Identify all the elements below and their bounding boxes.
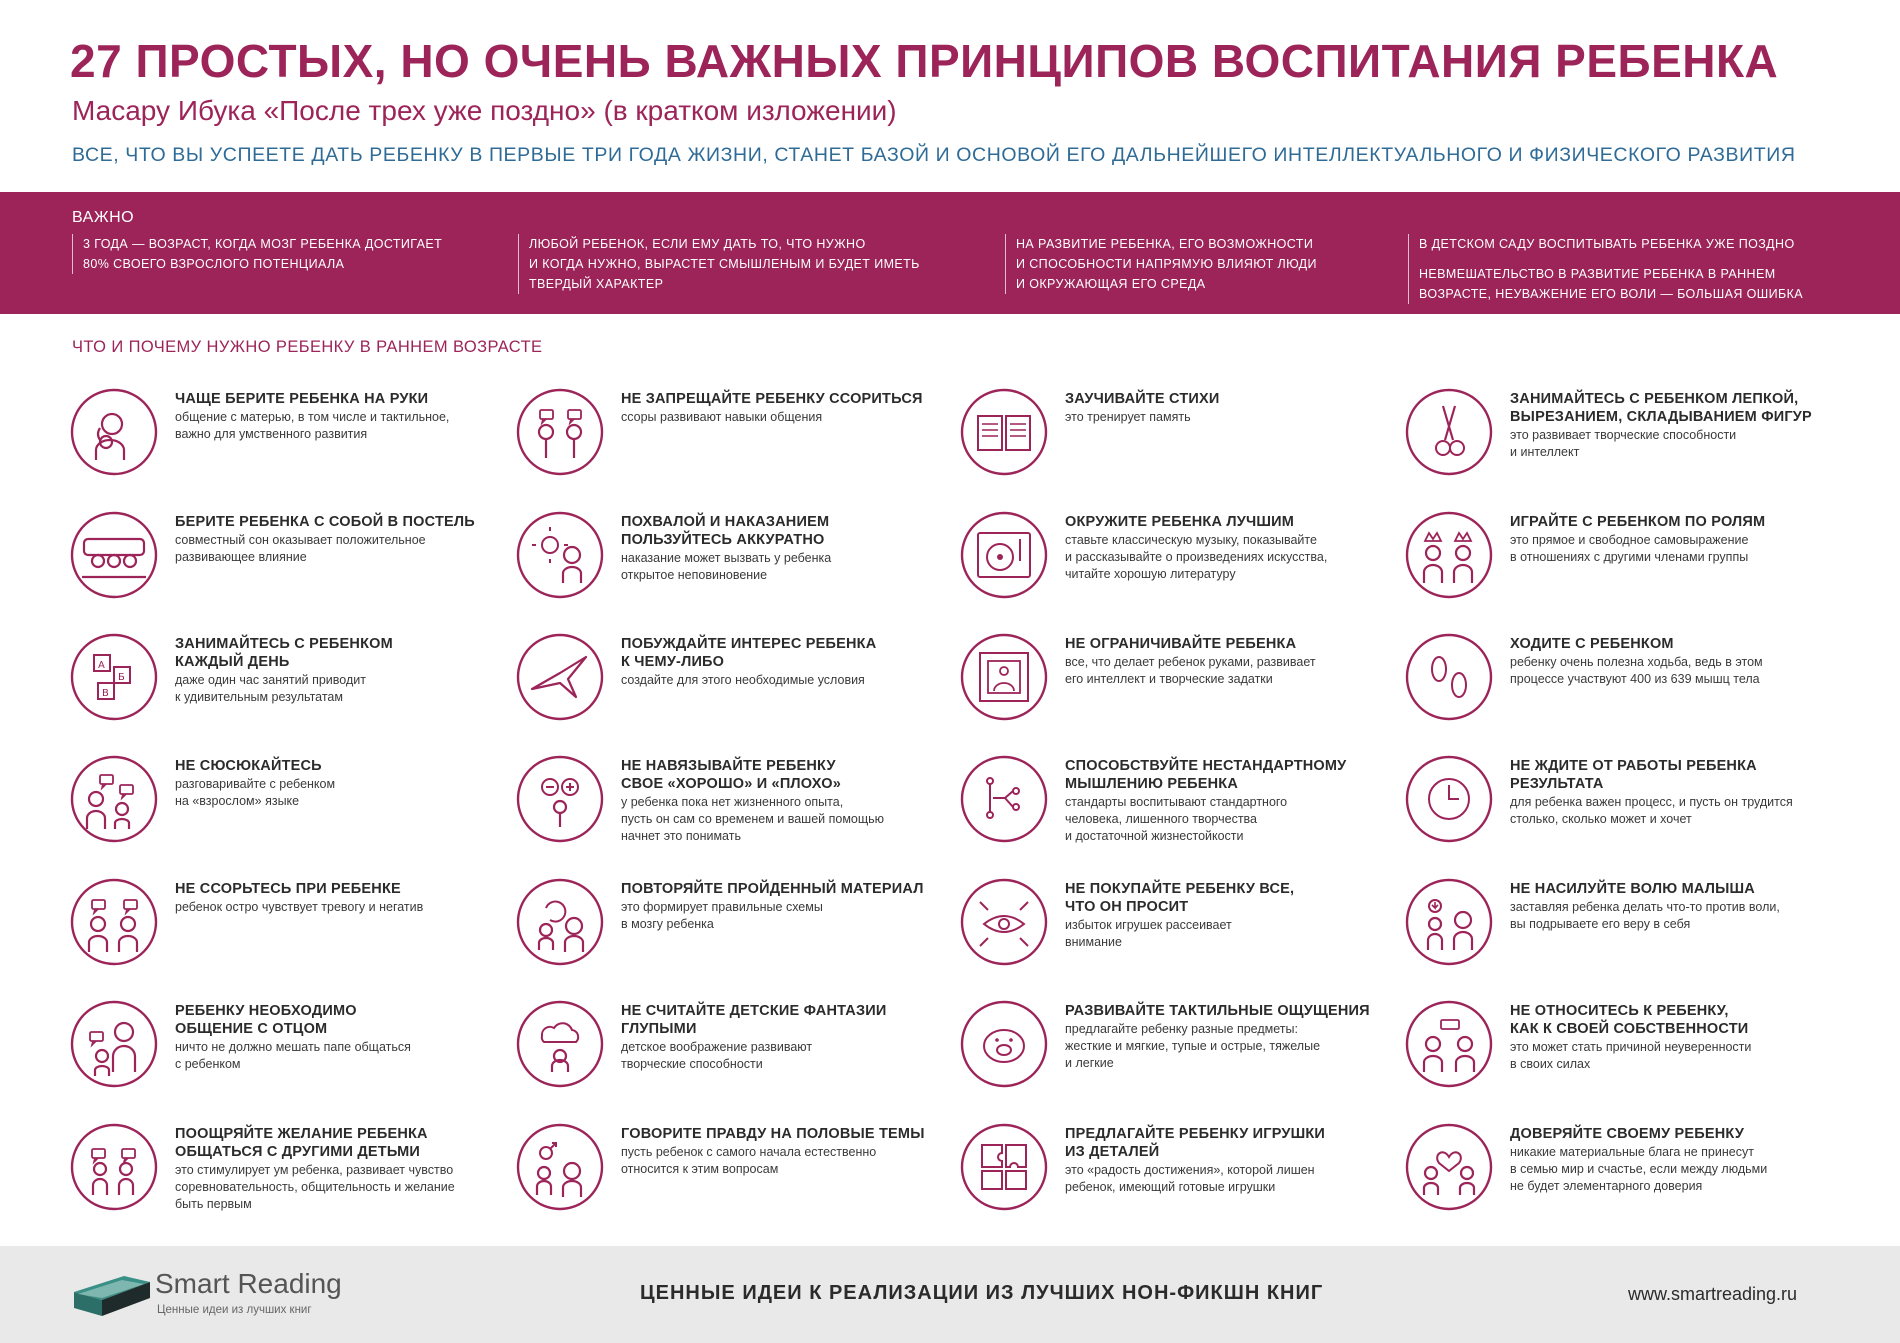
principle-heading: ИГРАЙТЕ С РЕБЕНКОМ ПО РОЛЯМ [1510, 514, 1766, 530]
fantasy-cloud-icon [516, 1000, 604, 1088]
principle-description: никакие материальные блага не принесут [1510, 1145, 1754, 1159]
eye-focus-icon [960, 878, 1048, 966]
principle-description: открытое неповиновение [621, 568, 768, 582]
principle-heading: ПОЛЬЗУЙТЕСЬ АККУРАТНО [621, 532, 825, 548]
important-line: ЛЮБОЙ РЕБЕНОК, ЕСЛИ ЕМУ ДАТЬ ТО, ЧТО НУЖНО [529, 237, 866, 251]
principle-text [1065, 513, 1385, 582]
principle-item [960, 1000, 1370, 1110]
principle-heading: К ЧЕМУ-ЛИБО [621, 654, 725, 670]
principle-text [1065, 390, 1385, 425]
principle-heading: ОБЩЕНИЕ С ОТЦОМ [175, 1021, 328, 1037]
principle-description: ничто не должно мешать папе общаться [175, 1040, 411, 1054]
principle-description: создайте для этого необходимые условия [621, 673, 865, 687]
principle-item [1405, 755, 1815, 865]
principle-item [70, 1123, 480, 1233]
respect-icon [1405, 1000, 1493, 1088]
principle-description: ссоры развивают навыки общения [621, 410, 823, 424]
record-player-icon [960, 511, 1048, 599]
principle-description: человека, лишенного творчества [1065, 812, 1257, 826]
principle-description: детское воображение развивают [621, 1040, 813, 1054]
principle-description: это стимулирует ум ребенка, развивает чувство [175, 1163, 454, 1177]
principle-description: ребенку очень полезна ходьба, ведь в этом [1510, 655, 1763, 669]
open-book-icon [960, 388, 1048, 476]
principle-description: предлагайте ребенку разные предметы: [1065, 1022, 1298, 1036]
principle-heading: ОБЩАТЬСЯ С ДРУГИМИ ДЕТЬМИ [175, 1144, 420, 1160]
principle-heading: НЕ ОГРАНИЧИВАЙТЕ РЕБЕНКА [1065, 636, 1297, 652]
arguing-children-icon [516, 388, 604, 476]
important-col-4 [1408, 234, 1859, 304]
principle-description: и рассказывайте о произведениях искусства, [1065, 550, 1328, 564]
talking-people-icon [70, 755, 158, 843]
principle-heading: ЗАНИМАЙТЕСЬ С РЕБЕНКОМ ЛЕПКОЙ, [1510, 391, 1799, 407]
principle-heading: КАК К СВОЕЙ СОБСТВЕННОСТИ [1510, 1021, 1749, 1037]
scissors-icon [1405, 388, 1493, 476]
picture-frame-icon [960, 633, 1048, 721]
principle-text [175, 513, 495, 565]
principle-description: на «взрослом» языке [175, 794, 300, 808]
footprints-icon [1405, 633, 1493, 721]
principle-description: в семью мир и счастье, если между людьми [1510, 1162, 1768, 1176]
principle-text [175, 635, 495, 705]
principle-description: пусть он сам со временем и вашей помощью [621, 812, 885, 826]
principle-description: быть первым [175, 1197, 252, 1211]
principle-description: общение с матерью, в том числе и тактильное, [175, 410, 450, 424]
principle-description: ребенок, имеющий готовые игрушки [1065, 1180, 1276, 1194]
principle-item [1405, 1000, 1815, 1110]
family-talk-icon [70, 878, 158, 966]
bed-family-icon [70, 511, 158, 599]
book-logo-icon [72, 1268, 152, 1322]
svg-text:Б: Б [118, 672, 125, 683]
gender-icon [516, 1123, 604, 1211]
principle-text [621, 390, 941, 425]
principle-text [1065, 880, 1385, 950]
principle-description: это может стать причиной неуверенности [1510, 1040, 1752, 1054]
principle-text [1510, 757, 1830, 827]
royal-play-icon [1405, 511, 1493, 599]
principle-description: в мозгу ребенка [621, 917, 714, 931]
important-line: ВОЗРАСТЕ, НЕУВАЖЕНИЕ ЕГО ВОЛИ — БОЛЬШАЯ ОШИБКА [1419, 287, 1804, 301]
important-title: ВАЖНО [72, 209, 135, 226]
children-group-icon [70, 1123, 158, 1211]
principle-heading: НЕ НАВЯЗЫВАЙТЕ РЕБЕНКУ [621, 758, 836, 774]
repeat-icon [516, 878, 604, 966]
principle-description: у ребенка пока нет жизненного опыта, [621, 795, 844, 809]
important-line: И КОГДА НУЖНО, ВЫРАСТЕТ СМЫШЛЕНЫМ И БУДЕТ ИМЕТЬ [529, 257, 920, 271]
page-tagline: ВСЕ, ЧТО ВЫ УСПЕЕТЕ ДАТЬ РЕБЕНКУ В ПЕРВЫЕ ТРИ ГОДА ЖИЗНИ, СТАНЕТ БАЗОЙ И ОСНОВОЙ ЕГО ДАЛЬНЕЙШЕГО ИНТЕЛЛЕКТУАЛЬНОГО И ФИЗИЧЕСКОГО РАЗВИТИЯ [72, 144, 1796, 166]
principle-description: стандарты воспитывают стандартного [1065, 795, 1288, 809]
principle-text [621, 757, 941, 844]
principle-item [516, 633, 926, 743]
principle-description: с ребенком [175, 1057, 241, 1071]
principle-heading: СПОСОБСТВУЙТЕ НЕСТАНДАРТНОМУ [1065, 758, 1347, 774]
principle-heading: ПОХВАЛОЙ И НАКАЗАНИЕМ [621, 514, 830, 530]
principle-heading: НЕ НАСИЛУЙТЕ ВОЛЮ МАЛЫША [1510, 881, 1755, 897]
brand-tagline: Ценные идеи из лучших книг [157, 1304, 312, 1316]
principle-heading: РАЗВИВАЙТЕ ТАКТИЛЬНЫЕ ОЩУЩЕНИЯ [1065, 1003, 1370, 1019]
principle-item [1405, 878, 1815, 988]
principle-item [960, 878, 1370, 988]
section-title: ЧТО И ПОЧЕМУ НУЖНО РЕБЕНКУ В РАННЕМ ВОЗРАСТЕ [72, 338, 543, 356]
principle-description: его интеллект и творческие задатки [1065, 672, 1273, 686]
principle-description: и легкие [1065, 1056, 1114, 1070]
principle-text [175, 757, 495, 809]
page-title: 27 ПРОСТЫХ, НО ОЧЕНЬ ВАЖНЫХ ПРИНЦИПОВ ВОСПИТАНИЯ РЕБЕНКА [70, 35, 1779, 87]
mother-child-icon [70, 388, 158, 476]
principle-item [516, 388, 926, 498]
principle-item [70, 878, 480, 988]
principle-description: начнет это понимать [621, 829, 741, 843]
principle-item [516, 511, 926, 621]
principle-heading: РЕБЕНКУ НЕОБХОДИМО [175, 1003, 357, 1019]
principle-heading: ИЗ ДЕТАЛЕЙ [1065, 1144, 1160, 1160]
principle-text [1065, 635, 1385, 687]
principle-heading: ГЛУПЫМИ [621, 1021, 697, 1037]
principle-heading: ГОВОРИТЕ ПРАВДУ НА ПОЛОВЫЕ ТЕМЫ [621, 1126, 925, 1142]
principle-description: развивающее влияние [175, 550, 307, 564]
principle-description: в отношениях с другими членами группы [1510, 550, 1749, 564]
important-band [0, 192, 1900, 314]
principle-description: относится к этим вопросам [621, 1162, 779, 1176]
important-line: 80% СВОЕГО ВЗРОСЛОГО ПОТЕНЦИАЛА [83, 257, 345, 271]
principle-item [70, 511, 480, 621]
footer [0, 1246, 1900, 1343]
principle-heading: НЕ ПОКУПАЙТЕ РЕБЕНКУ ВСЕ, [1065, 881, 1295, 897]
principle-text [1065, 1002, 1385, 1071]
principle-item [960, 633, 1370, 743]
principle-heading: МЫШЛЕНИЮ РЕБЕНКА [1065, 776, 1238, 792]
principle-text [621, 1125, 941, 1177]
principle-item [70, 633, 480, 743]
principle-description: читайте хорошую литературу [1065, 567, 1236, 581]
principle-description: для ребенка важен процесс, и пусть он трудится [1510, 795, 1793, 809]
principle-item [960, 511, 1370, 621]
principle-item [1405, 388, 1815, 498]
principle-heading: ЧАЩЕ БЕРИТЕ РЕБЕНКА НА РУКИ [175, 391, 429, 407]
principle-item [70, 755, 480, 865]
important-line: В ДЕТСКОМ САДУ ВОСПИТЫВАТЬ РЕБЕНКА УЖЕ ПОЗДНО [1419, 237, 1795, 251]
principle-item [70, 388, 480, 498]
footer-url[interactable]: www.smartreading.ru [1628, 1284, 1798, 1304]
principle-heading: ВЫРЕЗАНИЕМ, СКЛАДЫВАНИЕМ ФИГУР [1510, 409, 1812, 425]
important-line: НЕВМЕШАТЕЛЬСТВО В РАЗВИТИЕ РЕБЕНКА В РАННЕМ [1419, 267, 1776, 281]
principle-description: и интеллект [1510, 445, 1580, 459]
principle-description: к удивительным результатам [175, 690, 343, 704]
principle-description: это формирует правильные схемы [621, 900, 823, 914]
principle-description: это развивает творческие способности [1510, 428, 1737, 442]
praise-punish-icon [516, 511, 604, 599]
principle-heading: ПООЩРЯЙТЕ ЖЕЛАНИЕ РЕБЕНКА [175, 1126, 428, 1142]
principle-description: даже один час занятий приводит [175, 673, 366, 687]
principle-heading: НЕ ЖДИТЕ ОТ РАБОТЫ РЕБЕНКА [1510, 758, 1757, 774]
principle-item [70, 1000, 480, 1110]
important-line: 3 ГОДА — ВОЗРАСТ, КОГДА МОЗГ РЕБЕНКА ДОСТИГАЕТ [83, 237, 443, 251]
principle-description: все, что делает ребенок руками, развивает [1065, 655, 1316, 669]
principle-description: не будет элементарного доверия [1510, 1179, 1703, 1193]
principle-description: заставляя ребенка делать что-то против воли, [1510, 900, 1780, 914]
footer-slogan: ЦЕННЫЕ ИДЕИ К РЕАЛИЗАЦИИ ИЗ ЛУЧШИХ НОН-ФИКШН КНИГ [640, 1282, 1324, 1304]
piggy-icon [960, 1000, 1048, 1088]
principle-description: столько, сколько может и хочет [1510, 812, 1692, 826]
principle-item [1405, 1123, 1815, 1233]
important-line: НА РАЗВИТИЕ РЕБЕНКА, ЕГО ВОЗМОЖНОСТИ [1016, 237, 1314, 251]
principle-heading: НЕ ОТНОСИТЕСЬ К РЕБЕНКУ, [1510, 1003, 1729, 1019]
principle-text [175, 1002, 495, 1072]
letter-blocks-icon [70, 633, 158, 721]
principle-item [516, 1000, 926, 1110]
puzzle-icon [960, 1123, 1048, 1211]
principle-description: избыток игрушек рассеивает [1065, 918, 1232, 932]
principle-description: наказание может вызвать у ребенка [621, 551, 832, 565]
principle-description: разговаривайте с ребенком [175, 777, 336, 791]
principle-heading: РЕЗУЛЬТАТА [1510, 776, 1604, 792]
heart-trust-icon [1405, 1123, 1493, 1211]
principle-heading: ЗАНИМАЙТЕСЬ С РЕБЕНКОМ [175, 636, 393, 652]
important-col-3 [1005, 234, 1396, 294]
good-bad-icon [516, 755, 604, 843]
principle-description: процессе участвуют 400 из 639 мышц тела [1510, 672, 1760, 686]
principle-item [960, 1123, 1370, 1233]
principle-heading: БЕРИТЕ РЕБЕНКА С СОБОЙ В ПОСТЕЛЬ [175, 514, 475, 530]
will-icon [1405, 878, 1493, 966]
principle-description: это тренирует память [1065, 410, 1191, 424]
principle-text [175, 1125, 495, 1212]
important-line: И ОКРУЖАЮЩАЯ ЕГО СРЕДА [1016, 277, 1206, 291]
principle-text [1510, 390, 1830, 460]
principle-item [1405, 633, 1815, 743]
principle-item [960, 755, 1370, 865]
principle-heading: ХОДИТЕ С РЕБЕНКОМ [1510, 636, 1674, 652]
principle-text [621, 880, 941, 932]
principle-text [175, 390, 495, 442]
principle-item [960, 388, 1370, 498]
principle-text [1510, 513, 1830, 565]
brand-name: Smart Reading [155, 1268, 342, 1299]
principle-heading: ОКРУЖИТЕ РЕБЕНКА ЛУЧШИМ [1065, 514, 1295, 530]
page-subtitle: Масару Ибука «После трех уже поздно» (в кратком изложении) [72, 95, 897, 126]
principle-item [516, 755, 926, 865]
principle-description: жесткие и мягкие, тупые и острые, тяжелые [1065, 1039, 1321, 1053]
clock-icon [1405, 755, 1493, 843]
principle-description: и достаточной жизнестойкости [1065, 829, 1244, 843]
important-col-2 [518, 234, 949, 294]
principle-heading: СВОЕ «ХОРОШО» И «ПЛОХО» [621, 776, 841, 792]
principle-text [621, 635, 941, 688]
principle-heading: КАЖДЫЙ ДЕНЬ [175, 654, 290, 670]
svg-text:В: В [102, 688, 109, 699]
svg-text:А: А [98, 660, 105, 671]
principle-item [516, 1123, 926, 1233]
father-child-icon [70, 1000, 158, 1088]
principle-item [1405, 511, 1815, 621]
principle-description: пусть ребенок с самого начала естественно [621, 1145, 877, 1159]
flowchart-icon [960, 755, 1048, 843]
principle-heading: ДОВЕРЯЙТЕ СВОЕМУ РЕБЕНКУ [1510, 1126, 1745, 1142]
principle-heading: НЕ СЧИТАЙТЕ ДЕТСКИЕ ФАНТАЗИИ [621, 1003, 887, 1019]
principle-text [1510, 880, 1830, 932]
principle-description: это «радость достижения», которой лишен [1065, 1163, 1315, 1177]
principle-description: ставьте классическую музыку, показывайте [1065, 533, 1317, 547]
origami-bird-icon [516, 633, 604, 721]
principle-description: внимание [1065, 935, 1122, 949]
principle-text [621, 513, 941, 583]
principle-description: в своих силах [1510, 1057, 1591, 1071]
principle-heading: ПОВТОРЯЙТЕ ПРОЙДЕННЫЙ МАТЕРИАЛ [621, 881, 924, 897]
principle-heading: НЕ ССОРЬТЕСЬ ПРИ РЕБЕНКЕ [175, 881, 401, 897]
principle-text [1510, 1125, 1830, 1194]
principle-description: творческие способности [621, 1057, 763, 1071]
principle-description: ребенок остро чувствует тревогу и негатив [175, 900, 424, 914]
principle-heading: ЗАУЧИВАЙТЕ СТИХИ [1065, 391, 1220, 407]
principle-description: соревновательность, общительность и желание [175, 1180, 455, 1194]
principle-description: вы подрываете его веру в себя [1510, 917, 1691, 931]
principle-description: совместный сон оказывает положительное [175, 533, 426, 547]
important-col-1 [72, 234, 483, 274]
important-line: И СПОСОБНОСТИ НАПРЯМУЮ ВЛИЯЮТ ЛЮДИ [1016, 257, 1317, 271]
principle-description: это прямое и свободное самовыражение [1510, 533, 1749, 547]
principle-text [621, 1002, 941, 1072]
principle-heading: ЧТО ОН ПРОСИТ [1065, 899, 1189, 915]
principle-text [1510, 635, 1830, 687]
principle-text [1510, 1002, 1830, 1072]
principle-text [1065, 1125, 1385, 1195]
principle-text [1065, 757, 1385, 844]
principle-heading: ПРЕДЛАГАЙТЕ РЕБЕНКУ ИГРУШКИ [1065, 1126, 1326, 1142]
important-line: ТВЕРДЫЙ ХАРАКТЕР [529, 277, 664, 291]
principle-description: важно для умственного развития [175, 427, 368, 441]
principle-item [516, 878, 926, 988]
principle-heading: НЕ ЗАПРЕЩАЙТЕ РЕБЕНКУ ССОРИТЬСЯ [621, 391, 923, 407]
principle-heading: НЕ СЮСЮКАЙТЕСЬ [175, 758, 322, 774]
principle-text [175, 880, 495, 915]
principle-heading: ПОБУЖДАЙТЕ ИНТЕРЕС РЕБЕНКА [621, 636, 877, 652]
